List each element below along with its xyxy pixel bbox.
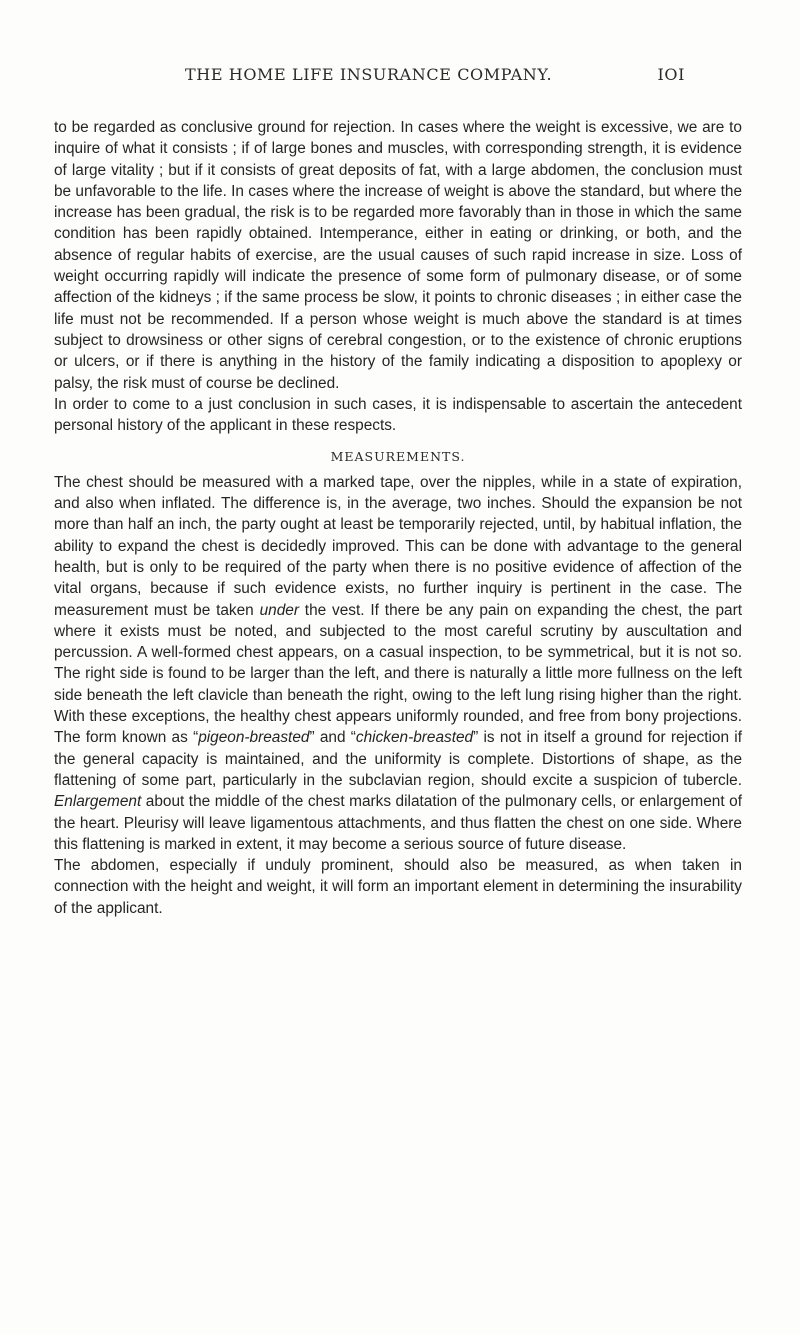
paragraph-antecedent-history: In order to come to a just conclusion in such cases, it is indispensable to ascertain the antecedent personal history of the applicant in these respects. xyxy=(54,395,742,435)
paragraph-weight: to be regarded as conclusive ground for rejection. In cases where the weight is excessive, we are to inquire of what it consists ; if of large bones and muscles, with corresponding strength, it is evidence of large vitality ; but if it consists of great deposits of fat, with a large abdomen, the conclusion must be unfavorable to the life. In cases where the increase of weight is above the standard, but where the increase has been gradual, the risk is to be regarded more favorably than in those in which the same condition has been rapidly obtained. Intemperance, either in eating or drinking, or both, and the absence of regular habits of exercise, are the usual causes of such rapid increase in size. Loss of weight occurring rapidly will indicate the presence of some form of pulmonary disease, or of some affection of the kidneys ; if the same process be slow, it points to chronic diseases ; in either case the life must not be recommended. If a person whose weight is much above the standard is at times subject to drowsiness or other signs of cerebral congestion, or to the existence of chronic eruptions or ulcers, or if there is anything in the history of the family indicating a disposition to apoplexy or palsy, the risk must of course be declined. xyxy=(54,119,742,392)
section-heading-measurements: MEASUREMENTS. xyxy=(330,449,466,465)
emphasis-enlargement: Enlargement xyxy=(54,793,142,811)
emphasis-pigeon-breasted: pigeon-breasted xyxy=(198,729,310,747)
chest-text-a: The chest should be measured with a marked tape, over the nipples, while in a state of expiration, and also when inflated. The difference is, in the average, two inches. Should the expansion be not more than half an inch, the party ought at least be temporarily rejected, until, by habitual inflation, the ability to expand the chest is decidedly improved. This can be done with advantage to the general health, but is only to be required of the party when there is no positive evidence of affection of the vital organs, because if such evidence exists, no further inquiry is pertinent in the case. The measurement must be taken xyxy=(54,473,742,619)
chest-text-b: the vest. If there be any pain on expanding the chest, the part where it exists must be noted, and subjected to the most careful scrutiny by auscultation and percussion. A well-formed chest appears, on a casual inspection, to be symmetrical, but it is not so. The right side is found to be larger than the left, and there is naturally a little more fullness on the left side beneath the left clavicle than beneath the right, owing to the left lung rising higher than the right. With these exceptions, the healthy chest appears uniformly rounded, and free from bony projections. The form known as “ xyxy=(54,601,743,747)
emphasis-chicken-breasted: chicken-breasted xyxy=(355,729,474,747)
emphasis-under: under xyxy=(259,601,299,619)
running-header-title: THE HOME LIFE INSURANCE COMPANY. xyxy=(185,65,553,84)
chest-text-e: about the middle of the chest marks dilatation of the pulmonary cells, or enlargement of the heart. Pleurisy will leave ligamentous attachments, and thus flatten the chest on one side. Where this flattening is marked in extent, it may become a serious source of future disease. xyxy=(54,793,742,853)
chest-text-d: ” is not in itself a ground for rejection if the general capacity is maintained, and the uniformity is complete. Distortions of shape, as the flattening of some part, particularly in the subclavian region, should excite a suspicion of tubercle. xyxy=(54,729,743,789)
page-number: IOI xyxy=(657,65,685,84)
paragraph-abdomen: The abdomen, especially if unduly prominent, should also be measured, as when taken in connection with the height and weight, it will form an important element in determining the insurability of the applicant. xyxy=(54,857,742,917)
paragraph-chest-measurement xyxy=(54,472,742,855)
chest-text-c: ” and “ xyxy=(309,729,356,747)
body-text xyxy=(54,117,742,919)
